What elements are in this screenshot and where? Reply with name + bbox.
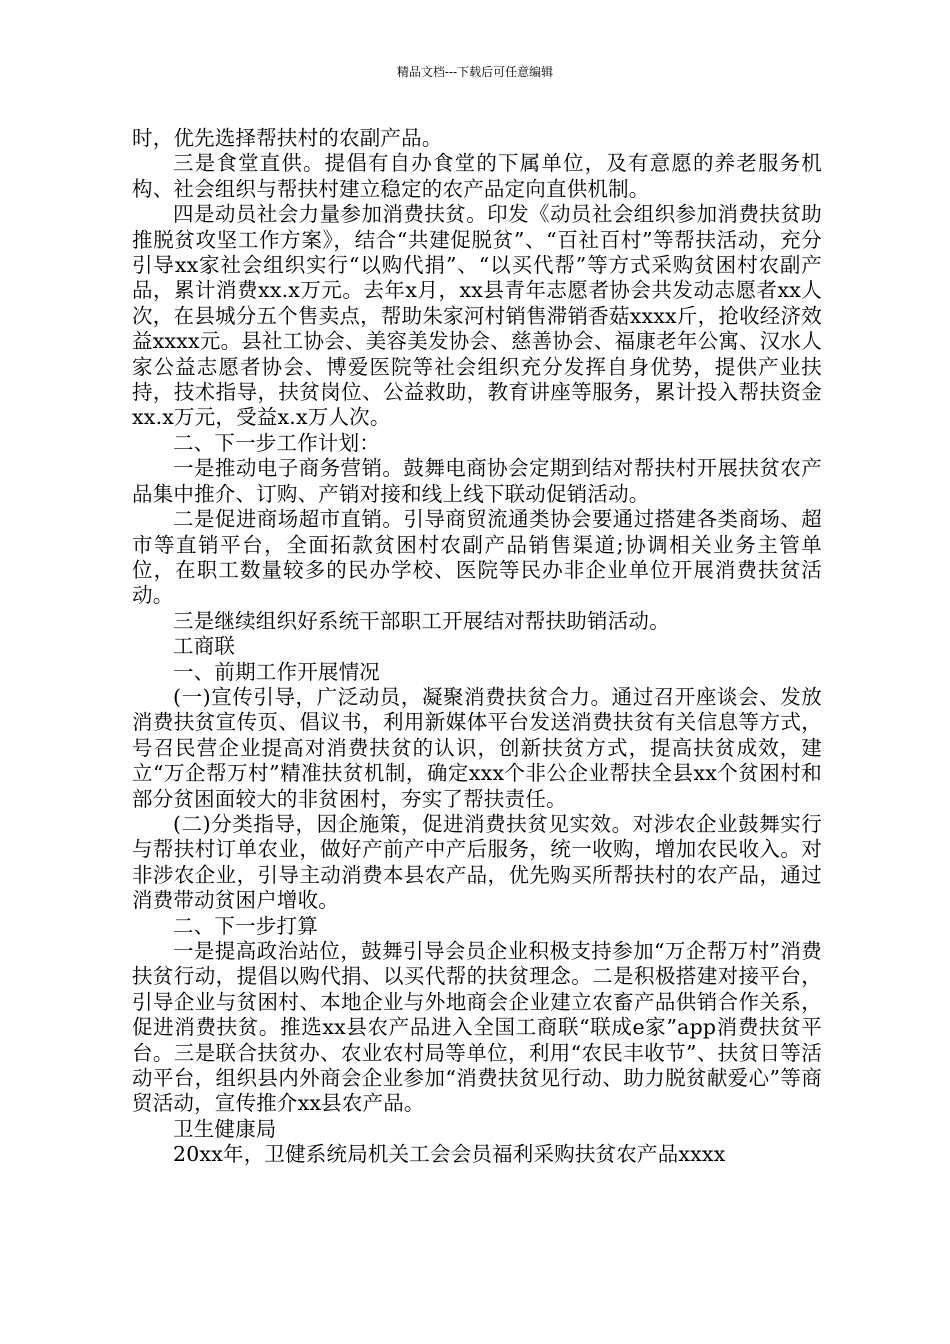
section-heading: 二、下一步工作计划： xyxy=(173,430,380,455)
paragraph: 一是提高政治站位，鼓舞引导会员企业积极支持参加“万企帮万村”消费扶贫行动，提倡以购代捐、以买代帮的扶贫理念。二是积极搭建对接平台，引导企业与贫困村、本地企业与外地商会企业建立农畜产品供销合作关系，促进消费扶贫。推选xx县农产品进入全国工商联“联成e家”app消费扶贫平台。三是联合扶贫办、农业农村局等单位，利用“农民丰收节”、扶贫日等活动平台，组织县内外商会企业参加“消费扶贫见行动、助力脱贫献爱心”等商贸活动，宣传推介xx县农产品。 xyxy=(132,939,822,1116)
document-body xyxy=(132,126,822,1168)
paragraph: 三是继续组织好系统干部职工开展结对帮扶助销活动。 xyxy=(173,608,670,633)
paragraph: 时，优先选择帮扶村的农副产品。 xyxy=(132,126,443,150)
department-heading: 卫生健康局 xyxy=(173,1116,277,1141)
section-heading: 二、下一步打算 xyxy=(173,913,318,938)
paragraph: (一)宣传引导，广泛动员，凝聚消费扶贫合力。通过召开座谈会、发放消费扶贫宣传页、倡议书，利用新媒体平台发送消费扶贫有关信息等方式，号召民营企业提高对消费扶贫的认识，创新扶贫方式，提高扶贫成效，建立“万企帮万村”精准扶贫机制，确定xxx个非公企业帮扶全县xx个贫困村和部分贫困面较大的非贫困村，夯实了帮扶责任。 xyxy=(132,684,822,811)
section-heading: 一、前期工作开展情况 xyxy=(173,659,380,684)
paragraph: 一是推动电子商务营销。鼓舞电商协会定期到结对帮扶村开展扶贫农产品集中推介、订购、产销对接和线上线下联动促销活动。 xyxy=(132,456,822,506)
paragraph: 四是动员社会力量参加消费扶贫。印发《动员社会组织参加消费扶贫助推脱贫攻坚工作方案》，结合“共建促脱贫”、“百社百村”等帮扶活动，充分引导xx家社会组织实行“以购代捐”、“以买代帮”等方式采购贫困村农副产品，累计消费xx.x万元。去年x月，xx县青年志愿者协会共发动志愿者xx人次，在县城分五个售卖点，帮助朱家河村销售滞销香菇xxxx斤，抢收经济效益xxxx元。县社工协会、美容美发协会、慈善协会、福康老年公寓、汉水人家公益志愿者协会、博爱医院等社会组织充分发挥自身优势，提供产业扶持，技术指导，扶贫岗位、公益救助，教育讲座等服务，累计投入帮扶资金xx.x万元，受益x.x万人次。 xyxy=(132,202,822,430)
department-heading: 工商联 xyxy=(173,634,236,659)
paragraph: 三是食堂直供。提倡有自办食堂的下属单位，及有意愿的养老服务机构、社会组织与帮扶村建立稳定的农产品定向直供机制。 xyxy=(132,151,822,201)
page-header-watermark: 精品文档---下载后可任意编辑 xyxy=(396,65,554,79)
paragraph: 20xx年，卫健系统局机关工会会员福利采购扶贫农产品xxxx xyxy=(173,1142,726,1167)
paragraph: 二是促进商场超市直销。引导商贸流通类协会要通过搭建各类商场、超市等直销平台，全面拓款贫困村农副产品销售渠道;协调相关业务主管单位，在职工数量较多的民办学校、医院等民办非企业单位开展消费扶贫活动。 xyxy=(132,507,822,608)
paragraph: (二)分类指导，因企施策，促进消费扶贫见实效。对涉农企业鼓舞实行与帮扶村订单农业，做好产前产中产后服务，统一收购，增加农民收入。对非涉农企业，引导主动消费本县农产品，优先购买所帮扶村的农产品，通过消费带动贫困户增收。 xyxy=(132,811,822,913)
